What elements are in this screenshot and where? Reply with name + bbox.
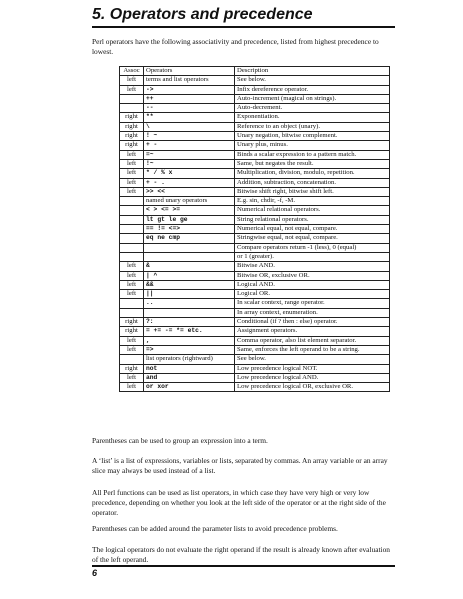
table-row (120, 197, 390, 206)
cell-operators: ++ (144, 94, 235, 103)
table-row (120, 336, 390, 345)
cell-description: Auto-increment (magical on strings). (235, 94, 390, 103)
cell-description: Bitwise AND. (235, 262, 390, 271)
cell-description: Low precedence logical AND. (235, 373, 390, 382)
cell-operators: || (144, 290, 235, 299)
cell-description: or 1 (greater). (235, 252, 390, 261)
table-row (120, 141, 390, 150)
cell-assoc (120, 243, 144, 252)
cell-assoc: left (120, 345, 144, 354)
cell-operators: >> << (144, 187, 235, 196)
table-row (120, 178, 390, 187)
cell-assoc: left (120, 373, 144, 382)
cell-description: Same, enforces the left operand to be a string. (235, 345, 390, 354)
cell-operators: && (144, 280, 235, 289)
cell-description: Exponentiation. (235, 113, 390, 122)
cell-description: See below. (235, 355, 390, 364)
header-assoc: Assoc (120, 67, 144, 76)
table-row (120, 252, 390, 261)
cell-operators: and (144, 373, 235, 382)
cell-description: Unary negation, bitwise complement. (235, 132, 390, 141)
table-row (120, 271, 390, 280)
cell-operators: = += -= *= etc. (144, 327, 235, 336)
table-row (120, 243, 390, 252)
cell-assoc: right (120, 141, 144, 150)
header-operators: Operators (144, 67, 235, 76)
table-row (120, 318, 390, 327)
cell-assoc (120, 308, 144, 317)
cell-operators (144, 243, 235, 252)
cell-operators: .. (144, 299, 235, 308)
page-number: 6 (92, 568, 98, 578)
table-row (120, 169, 390, 178)
cell-operators: not (144, 364, 235, 373)
cell-assoc: left (120, 169, 144, 178)
cell-operators: => (144, 345, 235, 354)
table-row (120, 104, 390, 113)
cell-description: Assignment operators. (235, 327, 390, 336)
cell-description: Bitwise shift right, bitwise shift left. (235, 187, 390, 196)
cell-operators: ?: (144, 318, 235, 327)
cell-description: Unary plus, minus. (235, 141, 390, 150)
cell-description: E.g. sin, chdir, -f, -M. (235, 197, 390, 206)
table-row (120, 159, 390, 168)
header-description: Description (235, 67, 390, 76)
table-row (120, 187, 390, 196)
cell-operators (144, 308, 235, 317)
cell-operators: < > <= >= (144, 206, 235, 215)
table-row (120, 113, 390, 122)
cell-description: In scalar context, range operator. (235, 299, 390, 308)
table-row (120, 150, 390, 159)
cell-assoc: left (120, 383, 144, 392)
cell-operators: + - (144, 141, 235, 150)
cell-description: Infix dereference operator. (235, 85, 390, 94)
table-row (120, 290, 390, 299)
cell-assoc: left (120, 85, 144, 94)
cell-operators: terms and list operators (144, 76, 235, 85)
cell-assoc (120, 299, 144, 308)
table-body (120, 76, 390, 392)
cell-assoc: left (120, 178, 144, 187)
cell-assoc (120, 215, 144, 224)
cell-assoc: left (120, 159, 144, 168)
cell-description: Logical AND. (235, 280, 390, 289)
table-row (120, 122, 390, 131)
cell-description: In array context, enumeration. (235, 308, 390, 317)
cell-description: Multiplication, division, modulo, repetition. (235, 169, 390, 178)
cell-assoc (120, 225, 144, 234)
cell-description: Auto-decrement. (235, 104, 390, 113)
cell-description: Conditional (if ? then : else) operator. (235, 318, 390, 327)
table-header-row (120, 67, 390, 76)
cell-operators: list operators (rightward) (144, 355, 235, 364)
cell-description: Addition, subtraction, concatenation. (235, 178, 390, 187)
title-rule (92, 26, 395, 28)
paragraph-parameter-lists: Parentheses can be added around the parameter lists to avoid precedence problems. (92, 524, 338, 533)
cell-operators: -> (144, 85, 235, 94)
table-row (120, 94, 390, 103)
cell-description: Numerical equal, not equal, compare. (235, 225, 390, 234)
cell-operators: + - . (144, 178, 235, 187)
table-row (120, 234, 390, 243)
table-row (120, 225, 390, 234)
table-row (120, 345, 390, 354)
cell-operators: , (144, 336, 235, 345)
table-row (120, 262, 390, 271)
cell-description: Low precedence logical OR, exclusive OR. (235, 383, 390, 392)
cell-operators: eq ne cmp (144, 234, 235, 243)
cell-assoc: left (120, 280, 144, 289)
cell-description: Stringwise equal, not equal, compare. (235, 234, 390, 243)
table-row (120, 373, 390, 382)
cell-operators: ** (144, 113, 235, 122)
cell-description: Low precedence logical NOT. (235, 364, 390, 373)
cell-assoc: left (120, 271, 144, 280)
table-row (120, 308, 390, 317)
cell-description: Numerical relational operators. (235, 206, 390, 215)
cell-description: Comma operator, also list element separator. (235, 336, 390, 345)
cell-assoc: left (120, 187, 144, 196)
cell-operators: == != <=> (144, 225, 235, 234)
cell-operators: or xor (144, 383, 235, 392)
cell-assoc: left (120, 150, 144, 159)
cell-operators: * / % x (144, 169, 235, 178)
cell-operators: named unary operators (144, 197, 235, 206)
cell-operators: lt gt le ge (144, 215, 235, 224)
table-row (120, 327, 390, 336)
cell-assoc (120, 206, 144, 215)
cell-assoc: right (120, 327, 144, 336)
cell-operators: \ (144, 122, 235, 131)
paragraph-parentheses: Parentheses can be used to group an expression into a term. (92, 436, 268, 445)
table-row (120, 383, 390, 392)
cell-description: Logical OR. (235, 290, 390, 299)
paragraph-list-operators: All Perl functions can be used as list operators, in which case they have very high or very low precedence, depending on whether you look at the left side of the operator or at the right side of the operator. (92, 488, 386, 517)
cell-assoc: right (120, 113, 144, 122)
table-row (120, 280, 390, 289)
table-row (120, 215, 390, 224)
cell-assoc (120, 355, 144, 364)
cell-operators: & (144, 262, 235, 271)
cell-description: Bitwise OR, exclusive OR. (235, 271, 390, 280)
cell-description: Same, but negates the result. (235, 159, 390, 168)
cell-assoc: right (120, 132, 144, 141)
cell-operators (144, 252, 235, 261)
cell-operators: =~ (144, 150, 235, 159)
cell-assoc (120, 104, 144, 113)
cell-assoc: left (120, 76, 144, 85)
table-row (120, 206, 390, 215)
cell-description: See below. (235, 76, 390, 85)
cell-description: Compare operators return -1 (less), 0 (equal) (235, 243, 390, 252)
table-row (120, 299, 390, 308)
cell-assoc (120, 94, 144, 103)
cell-operators: !~ (144, 159, 235, 168)
cell-assoc: right (120, 364, 144, 373)
cell-assoc: right (120, 122, 144, 131)
cell-assoc (120, 252, 144, 261)
cell-assoc: right (120, 318, 144, 327)
intro-paragraph: Perl operators have the following associativity and precedence, listed from highest precedence to lowest. (92, 37, 379, 56)
cell-description: String relational operators. (235, 215, 390, 224)
cell-operators: -- (144, 104, 235, 113)
table-row (120, 355, 390, 364)
section-title: 5. Operators and precedence (92, 6, 313, 23)
cell-assoc: left (120, 290, 144, 299)
operators-table (119, 66, 390, 392)
cell-assoc (120, 197, 144, 206)
cell-assoc: left (120, 336, 144, 345)
table-row (120, 85, 390, 94)
table-row (120, 76, 390, 85)
table-row (120, 132, 390, 141)
paragraph-list: A ‘list’ is a list of expressions, variables or lists, separated by commas. An array variable or an array slice may always be used instead of a list. (92, 456, 388, 475)
cell-assoc (120, 234, 144, 243)
table-row (120, 364, 390, 373)
paragraph-logical-operators: The logical operators do not evaluate the right operand if the result is already known after evaluation of the left operand. (92, 545, 390, 564)
cell-operators: ! ~ (144, 132, 235, 141)
footer-rule (92, 565, 395, 567)
cell-assoc: left (120, 262, 144, 271)
cell-operators: | ^ (144, 271, 235, 280)
cell-description: Binds a scalar expression to a pattern match. (235, 150, 390, 159)
cell-description: Reference to an object (unary). (235, 122, 390, 131)
